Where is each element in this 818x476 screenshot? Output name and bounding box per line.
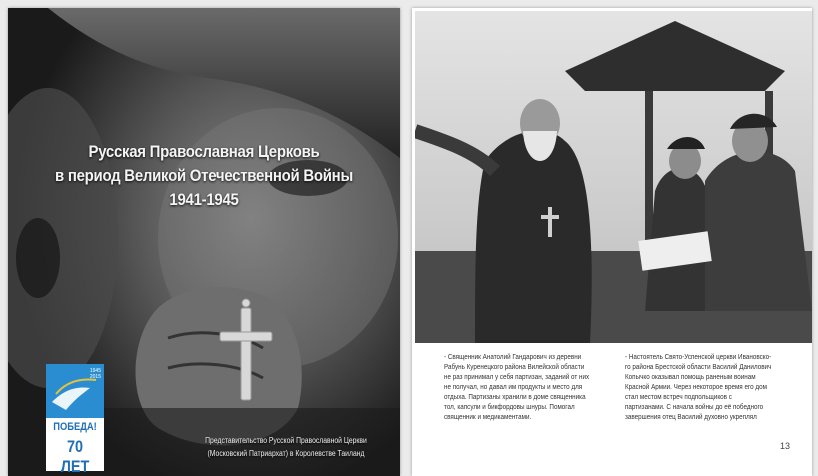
inner-page <box>412 8 812 476</box>
cover-caption-line: (Московский Патриархат) в Королевстве Таиланд <box>207 449 365 458</box>
cover-title-line: 1941-1945 <box>169 190 239 209</box>
text-line: го района Брестской области Василий Данилович <box>625 364 772 371</box>
text-line: не получал, но давал им продукты и место для <box>444 384 583 391</box>
text-line: Красной Армии. Через некоторое время его дом <box>625 384 767 391</box>
text-line: священник и медикаментами. <box>444 414 532 421</box>
text-line: завершения отец Василий духовно укреплял <box>625 414 757 421</box>
cover-caption <box>196 434 376 460</box>
right-text-column <box>625 353 803 423</box>
page-number: 13 <box>779 441 790 451</box>
text-line: партизанами. С начала войны до её победного <box>625 404 764 411</box>
text-line: не раз принимал у себя партизан, заданий от них <box>444 374 590 381</box>
logo-year-start: 1945 <box>89 368 101 374</box>
text-line: тол, капсули и бикфордовы шнуры. Помогал <box>444 404 575 411</box>
text-line: Рабунь Куренецкого района Вилейской области <box>444 364 585 371</box>
left-text-column <box>444 353 622 423</box>
text-line: Копычко оказывал помощь раненым воинам <box>625 374 756 381</box>
cover-caption-line: Представительство Русской Православной Церкви <box>205 436 367 445</box>
logo-year-end: 2015 <box>89 374 101 380</box>
text-line: стал местом встреч подпольщиков с <box>625 394 732 401</box>
text-line: - Священник Анатолий Гандарович из деревни <box>444 354 582 361</box>
cover-title-line: Русская Православная Церковь <box>88 142 320 161</box>
cover-title <box>49 140 359 212</box>
logo-dove-panel <box>46 364 104 418</box>
cover-page <box>8 8 400 476</box>
victory-70-logo <box>46 364 104 476</box>
text-line: - Настоятель Свято-Успенской церкви Ивановско- <box>625 354 772 361</box>
logo-years-text: 70 ЛЕТ <box>60 437 90 476</box>
logo-victory-text: ПОБЕДА! <box>53 421 97 433</box>
logo-years <box>90 368 101 380</box>
text-line: отдыха. Партизаны хранили в доме священника <box>444 394 586 401</box>
cover-title-line: в период Великой Отечественной Войны <box>55 166 353 185</box>
inner-photograph <box>415 11 812 343</box>
